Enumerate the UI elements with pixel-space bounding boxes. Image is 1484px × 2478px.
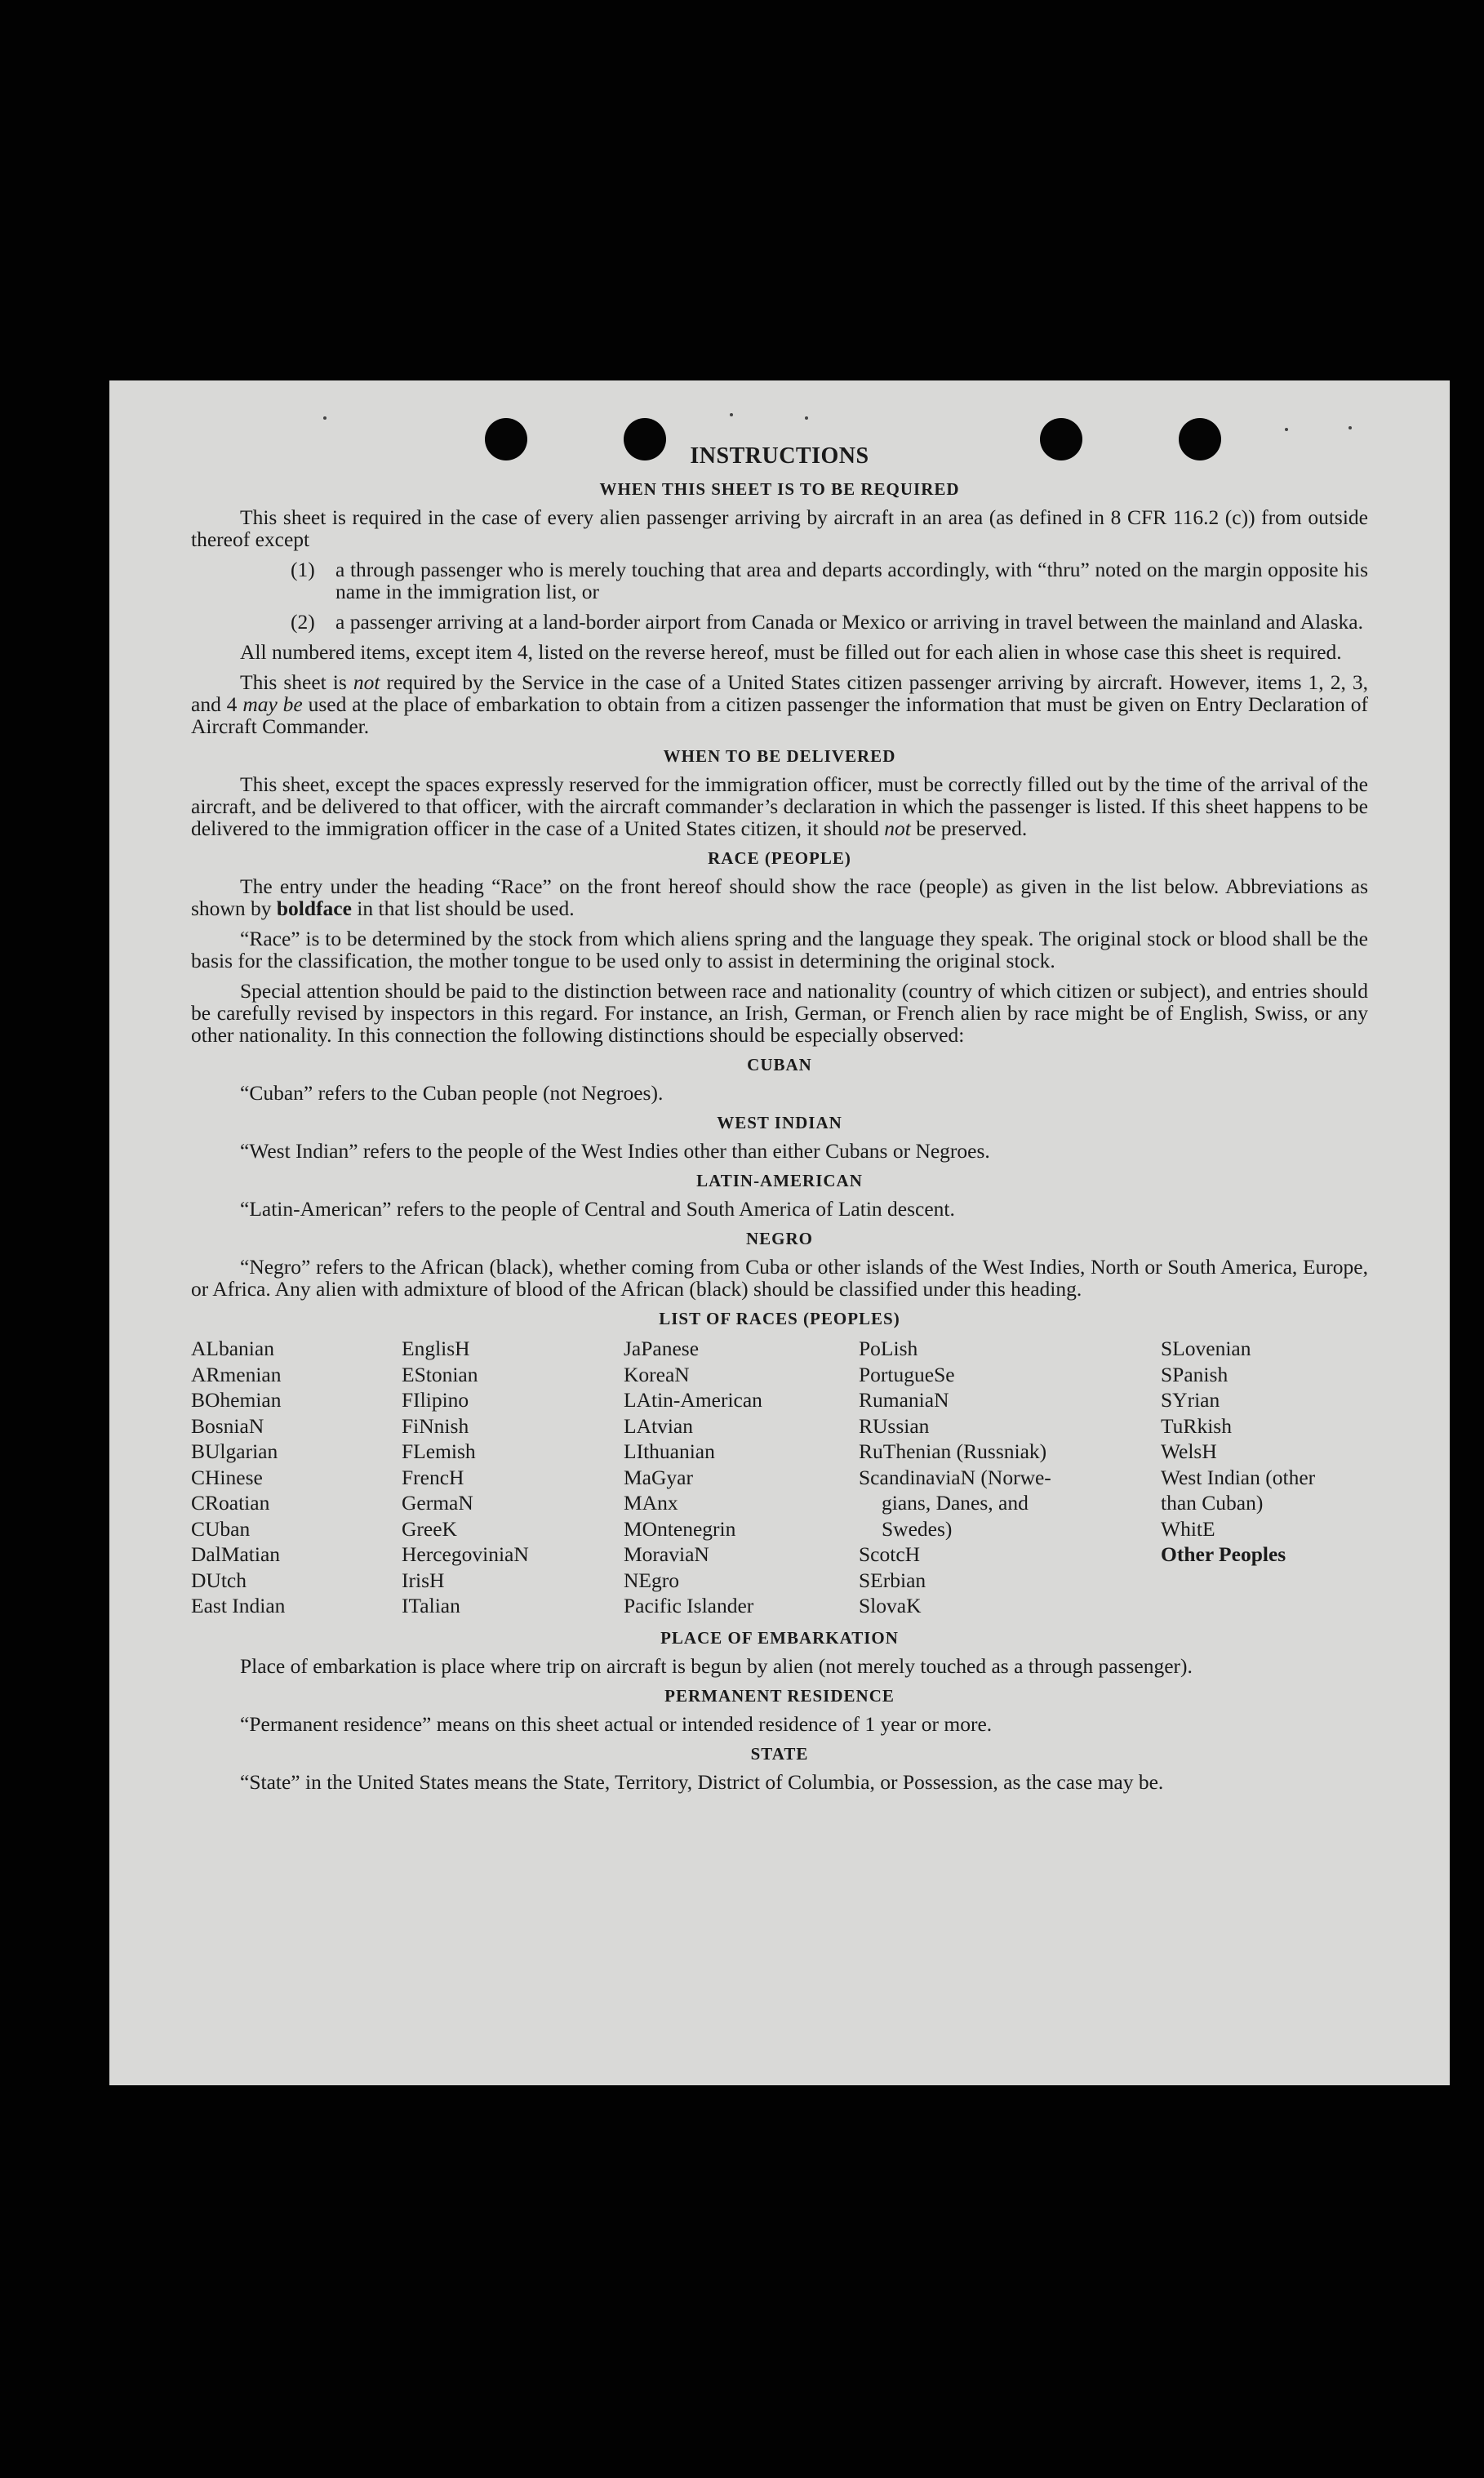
- race-entry: West Indian (other: [1161, 1465, 1316, 1489]
- race-entry: ScotcH: [859, 1542, 921, 1566]
- race-entry: ITalian: [402, 1594, 460, 1617]
- page-title: INSTRUCTIONS: [690, 443, 869, 469]
- west-indian-paragraph: “West Indian” refers to the people of the West Indies other than either Cubans or Negroes.: [240, 1139, 990, 1163]
- section-heading-races-list: LIST OF RACES (PEOPLES): [659, 1309, 900, 1328]
- race-entry: SErbian: [859, 1568, 926, 1592]
- punch-hole: [624, 418, 666, 460]
- state-paragraph: “State” in the United States means the State, Territory, District of Columbia, or Possession, as the case may be.: [240, 1769, 1164, 1794]
- race-entry: EnglisH: [402, 1337, 470, 1360]
- section-heading-west-indian: WEST INDIAN: [717, 1113, 842, 1132]
- race-entry: GermaN: [402, 1491, 473, 1515]
- section-heading-permanent-residence: PERMANENT RESIDENCE: [664, 1685, 895, 1706]
- race-paragraph: The entry under the heading “Race” on the front hereof should show the race (people) as given in the list below. Abbreviations as shown by boldface in that list should be used.: [191, 874, 1368, 920]
- item-text: a through passenger who is merely touching that area and departs accordingly, with “thru” noted on the margin opposite his name in the immigration list, or: [335, 558, 1368, 603]
- section-heading-delivered: WHEN TO BE DELIVERED: [663, 746, 896, 766]
- race-entry: MOntenegrin: [624, 1516, 736, 1541]
- races-column: [859, 1336, 1161, 1619]
- race-entry: CUban: [191, 1516, 251, 1541]
- races-column: [402, 1336, 624, 1619]
- race-entry: FLemish: [402, 1439, 476, 1463]
- race-entry: RUssian: [859, 1413, 930, 1438]
- race-entry: LIthuanian: [624, 1439, 715, 1463]
- race-entry: DUtch: [191, 1568, 247, 1592]
- race-entry: EStonian: [402, 1362, 478, 1386]
- delivered-paragraph: This sheet, except the spaces expressly reserved for the immigration officer, must be correctly filled out by the time of the arrival of the aircraft, and be delivered to that officer, with the aircraft commander’s declaration in which the passenger is listed. If this sheet happens to be delivered to the immigration officer in the case of a United States citizen, it should not be preserved.: [191, 772, 1368, 840]
- section-heading-latin-american: LATIN-AMERICAN: [696, 1171, 863, 1190]
- numbered-items-paragraph: All numbered items, except item 4, listed on the reverse hereof, must be filled out for each alien in whose case this sheet is required.: [240, 640, 1342, 664]
- races-list: [191, 1336, 1368, 1619]
- race-entry: IrisH: [402, 1568, 445, 1592]
- exception-item: [291, 558, 1368, 603]
- required-paragraph: This sheet is required in the case of every alien passenger arriving by aircraft in an area (as defined in 8 CFR 116.2 (c)) from outside thereof except: [191, 505, 1368, 551]
- race-entry: RumaniaN: [859, 1388, 949, 1412]
- permanent-residence-paragraph: “Permanent residence” means on this sheet actual or intended residence of 1 year or more.: [240, 1711, 993, 1736]
- race-entry: MaGyar: [624, 1465, 693, 1489]
- race-entry: FrencH: [402, 1465, 464, 1489]
- latin-american-paragraph: “Latin-American” refers to the people of Central and South America of Latin descent.: [240, 1197, 955, 1221]
- speck: [1285, 428, 1288, 431]
- instruction-sheet: [109, 380, 1450, 2085]
- race-entry-other: Other Peoples: [1161, 1542, 1286, 1566]
- race-entry: JaPanese: [624, 1337, 700, 1360]
- race-entry: NEgro: [624, 1568, 679, 1592]
- race-entry: CHinese: [191, 1465, 263, 1489]
- race-entry: ARmenian: [191, 1362, 282, 1386]
- race-entry: LAtvian: [624, 1413, 693, 1438]
- race-entry: KoreaN: [624, 1362, 690, 1386]
- race-entry: MoraviaN: [624, 1542, 709, 1566]
- race-entry: WelsH: [1161, 1439, 1217, 1463]
- race-entry: MAnx: [624, 1491, 678, 1515]
- section-heading-cuban: CUBAN: [747, 1055, 812, 1074]
- race-entry: Swedes): [882, 1516, 953, 1541]
- embarkation-paragraph: Place of embarkation is place where trip on aircraft is begun by alien (not merely touched as a through passenger).: [240, 1653, 1193, 1678]
- race-entry: FIlipino: [402, 1388, 469, 1412]
- item-text: a passenger arriving at a land-border airport from Canada or Mexico or arriving in travel between the mainland and Alaska.: [335, 610, 1363, 634]
- negro-paragraph: “Negro” refers to the African (black), whether coming from Cuba or other islands of the West Indies, North or South America, Europe, or Africa. Any alien with admixture of blood of the African (black) should be classified under this heading.: [191, 1255, 1368, 1301]
- race-entry: CRoatian: [191, 1491, 270, 1515]
- race-entry: than Cuban): [1161, 1491, 1264, 1515]
- race-entry: TuRkish: [1161, 1413, 1232, 1438]
- item-number: (1): [291, 558, 315, 581]
- speck: [805, 416, 808, 420]
- race-entry: WhitE: [1161, 1516, 1215, 1541]
- speck: [323, 416, 327, 420]
- race-entry: DalMatian: [191, 1542, 281, 1566]
- race-entry: SPanish: [1161, 1362, 1229, 1386]
- section-heading-embarkation: PLACE OF EMBARKATION: [660, 1627, 899, 1648]
- exception-item: [291, 611, 1368, 633]
- race-stock-paragraph: “Race” is to be determined by the stock from which aliens spring and the language they speak. The original stock or blood shall be the basis for the classification, the mother tongue to be used only to assist in determining the original stock.: [191, 927, 1368, 972]
- section-heading-race: RACE (PEOPLE): [708, 848, 851, 868]
- race-entry: GreeK: [402, 1516, 457, 1541]
- punch-hole: [1179, 418, 1221, 460]
- race-entry: BUlgarian: [191, 1439, 278, 1463]
- section-heading-negro: NEGRO: [745, 1229, 813, 1248]
- race-entry: SlovaK: [859, 1594, 922, 1617]
- punch-hole: [1040, 418, 1082, 460]
- race-nationality-paragraph: Special attention should be paid to the distinction between race and nationality (country of which citizen or subject), and entries should be carefully revised by inspectors in this regard. For instance, an Irish, German, or French alien by race might be of English, Swiss, or any other nationality. In this connection the following distinctions should be especially observed:: [191, 979, 1368, 1047]
- race-entry: PortugueSe: [859, 1362, 955, 1386]
- speck: [730, 413, 733, 416]
- race-entry: BosniaN: [191, 1413, 264, 1438]
- citizen-paragraph: This sheet is not required by the Service in the case of a United States citizen passenger arriving by aircraft. However, items 1, 2, 3, and 4 may be used at the place of embarkation to obtain from a citizen passenger the information that must be given on Entry Declaration of Aircraft Commander.: [191, 670, 1368, 738]
- race-entry: ScandinaviaN (Norwe-: [859, 1465, 1051, 1489]
- race-entry: BOhemian: [191, 1388, 282, 1412]
- punch-hole: [485, 418, 527, 460]
- race-entry: SLovenian: [1161, 1337, 1251, 1360]
- race-entry: RuThenian (Russniak): [859, 1439, 1047, 1463]
- race-entry: LAtin-American: [624, 1388, 762, 1412]
- race-entry: Pacific Islander: [624, 1594, 754, 1617]
- race-entry: ALbanian: [191, 1337, 274, 1360]
- section-heading-state: STATE: [750, 1743, 809, 1764]
- race-entry: FiNnish: [402, 1413, 469, 1438]
- race-entry: gians, Danes, and: [882, 1491, 1029, 1515]
- cuban-paragraph: “Cuban” refers to the Cuban people (not Negroes).: [240, 1081, 664, 1105]
- race-entry: PoLish: [859, 1337, 918, 1360]
- section-heading-required: WHEN THIS SHEET IS TO BE REQUIRED: [599, 479, 960, 499]
- race-entry: SYrian: [1161, 1388, 1220, 1412]
- speck: [1348, 426, 1352, 429]
- item-number: (2): [291, 610, 315, 634]
- races-column: [624, 1336, 859, 1619]
- races-column: [191, 1336, 402, 1619]
- race-entry: East Indian: [191, 1594, 286, 1617]
- races-column: [1161, 1336, 1368, 1619]
- race-entry: HercegoviniaN: [402, 1542, 529, 1566]
